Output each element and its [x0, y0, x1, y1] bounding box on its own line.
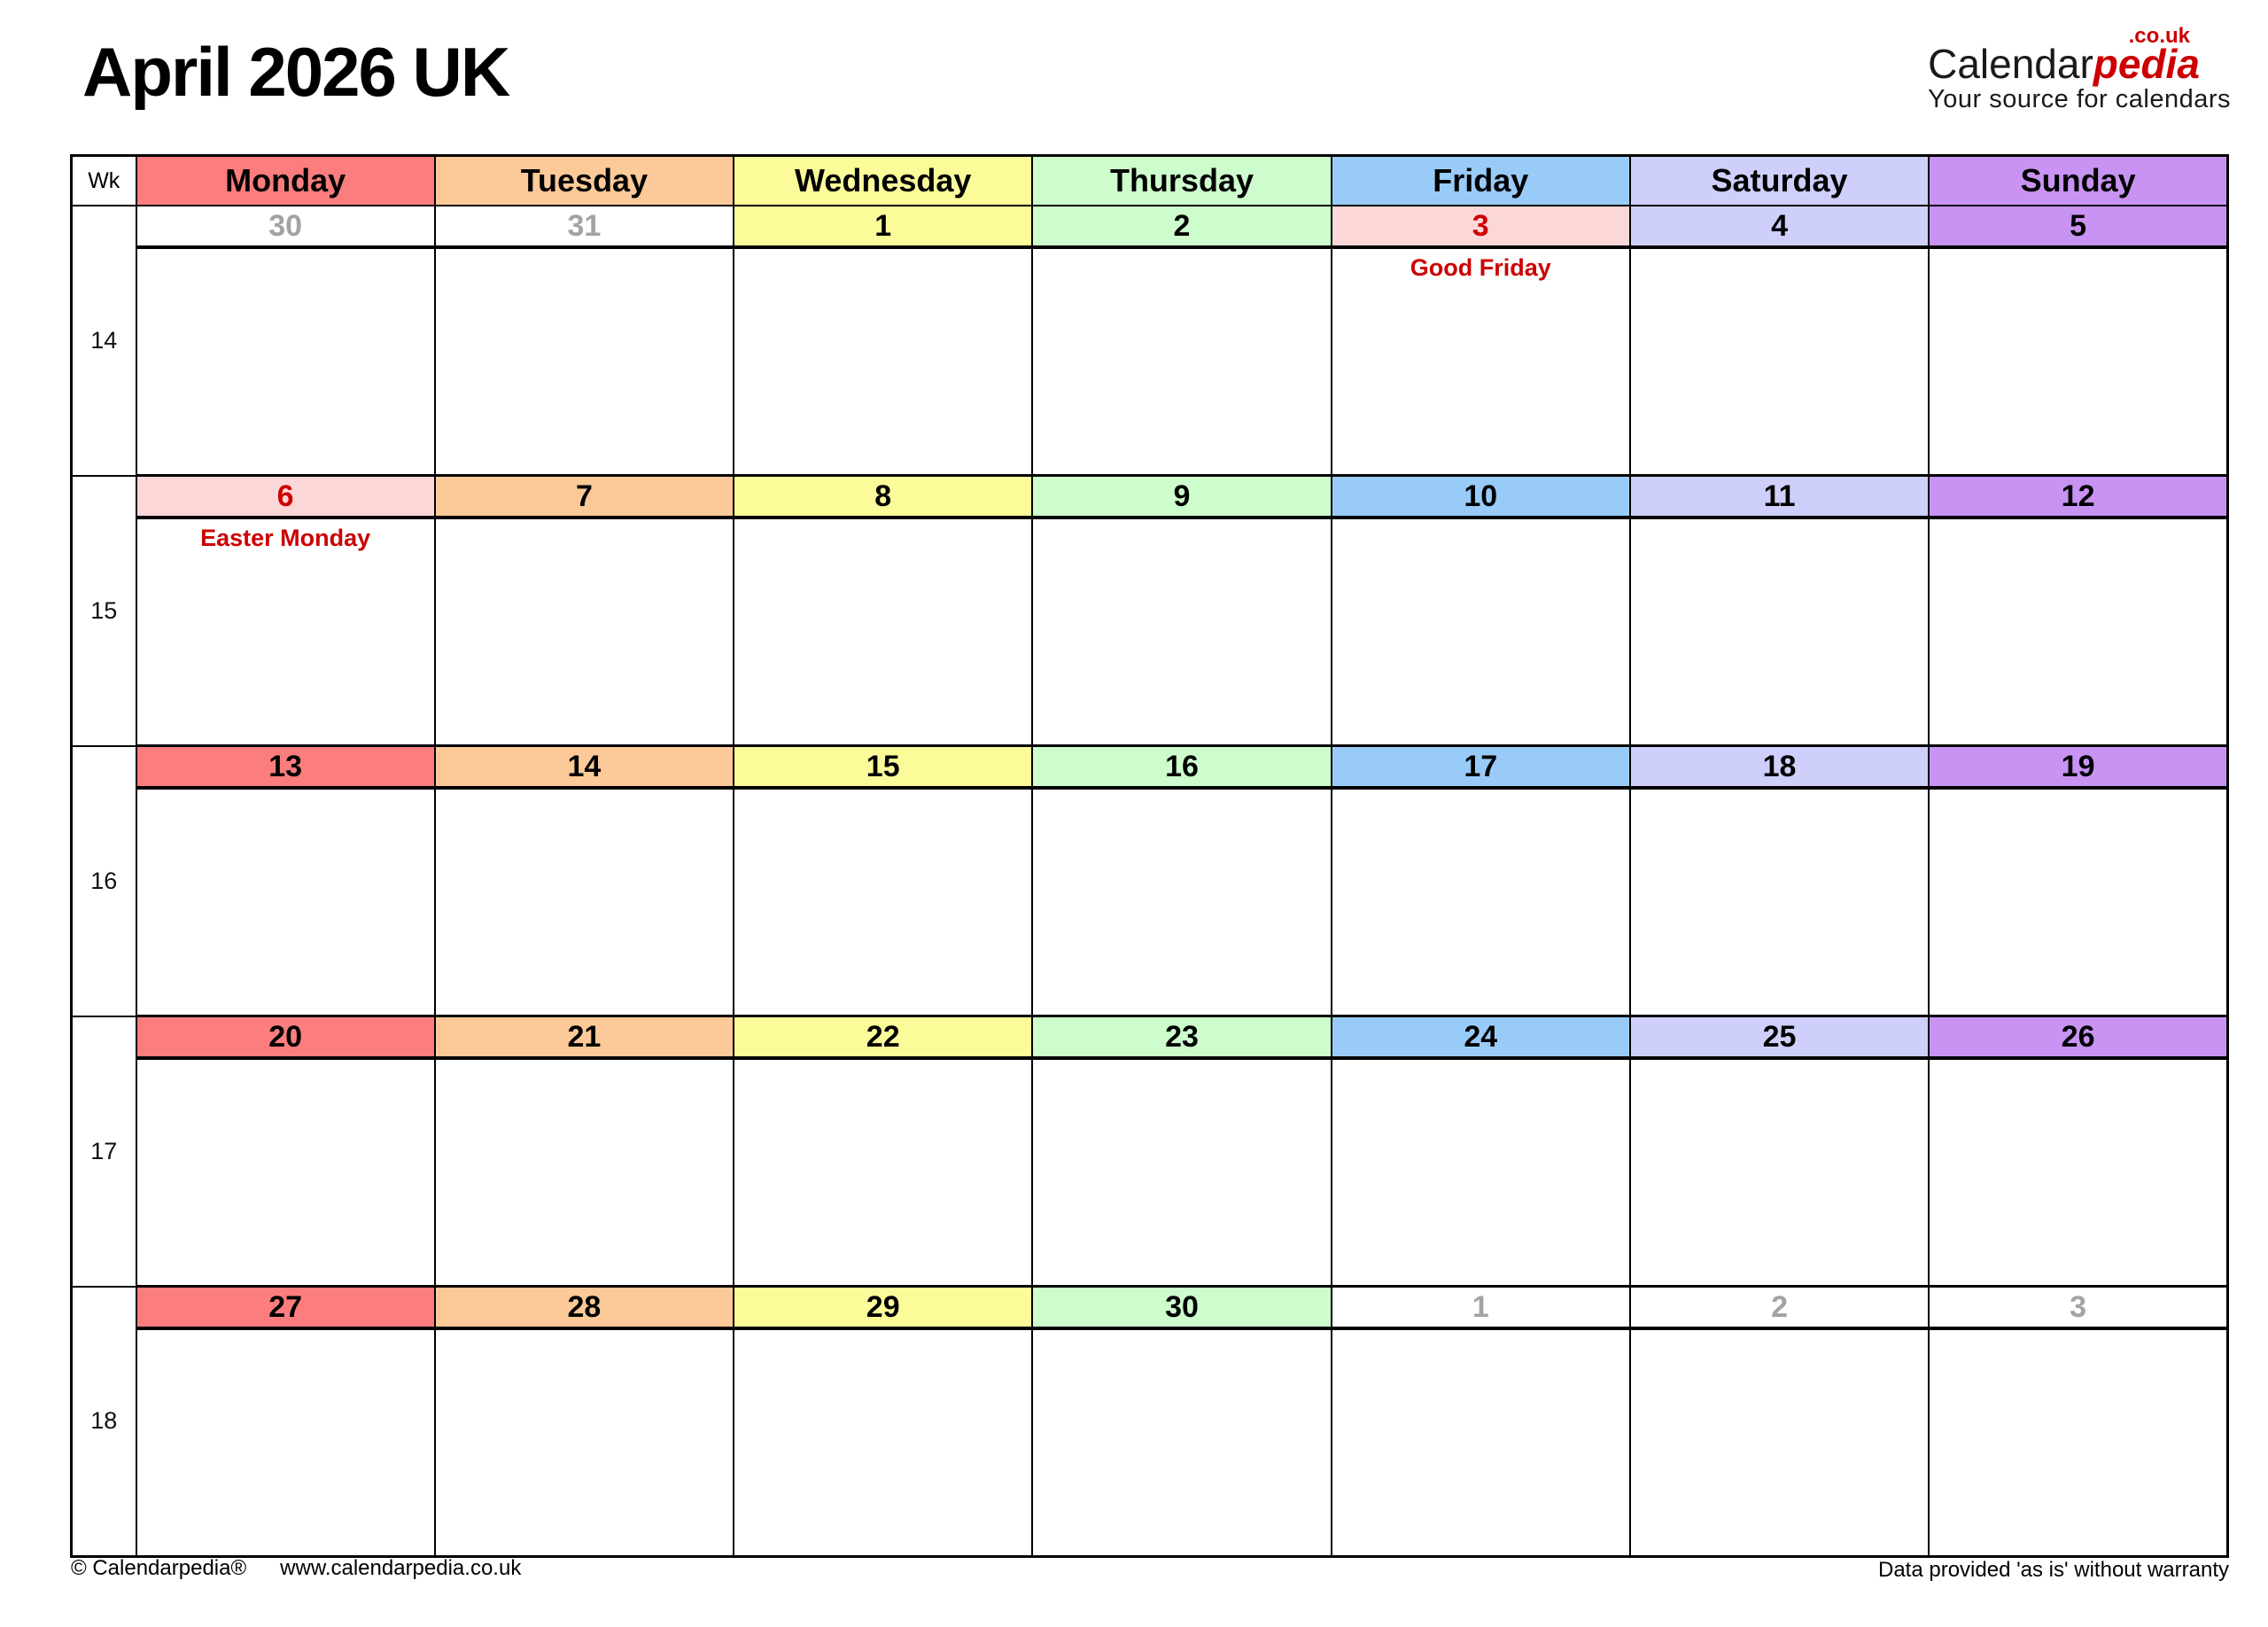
date-cell: 8 — [734, 476, 1032, 518]
holiday-label — [1033, 1060, 1330, 1066]
holiday-label — [436, 249, 733, 255]
holiday-label — [1631, 249, 1928, 255]
day-notes-cell — [1929, 247, 2227, 476]
date-cell: 14 — [435, 746, 734, 789]
holiday-label — [1631, 790, 1928, 796]
week-number: 16 — [72, 746, 136, 1016]
day-notes-cell — [1332, 247, 1630, 476]
week-18-notes-row — [72, 1328, 2228, 1557]
date-cell: 3 — [1332, 206, 1630, 247]
day-notes-cell — [1032, 1328, 1331, 1557]
day-notes-cell — [1332, 1058, 1630, 1287]
date-cell: 2 — [1630, 1287, 1929, 1329]
day-notes-cell — [435, 788, 734, 1016]
page-title: April 2026 UK — [82, 33, 509, 111]
holiday-label — [436, 1060, 733, 1066]
holiday-label — [1930, 1330, 2226, 1336]
header-monday: Monday — [136, 156, 435, 206]
holiday-label — [1930, 249, 2226, 255]
day-notes-cell — [136, 1328, 435, 1557]
holiday-label — [1631, 519, 1928, 525]
date-cell: 16 — [1032, 746, 1331, 789]
header-wednesday: Wednesday — [734, 156, 1032, 206]
footer-copyright — [71, 1556, 521, 1581]
day-notes-cell — [435, 1058, 734, 1287]
logo-text-pedia: pedia — [2093, 41, 2200, 87]
holiday-label — [1930, 790, 2226, 796]
day-notes-cell — [1929, 788, 2227, 1016]
holiday-label — [137, 1330, 434, 1336]
holiday-label — [1033, 519, 1330, 525]
holiday-label — [436, 790, 733, 796]
day-notes-cell — [734, 247, 1032, 476]
footer-disclaimer: Data provided 'as is' without warranty — [1877, 1558, 2229, 1582]
week-14-date-row — [72, 206, 2228, 247]
week-14-notes-row — [72, 247, 2228, 476]
week-18-date-row — [72, 1287, 2228, 1329]
date-cell: 13 — [136, 746, 435, 789]
date-cell: 2 — [1032, 206, 1331, 247]
date-cell: 4 — [1630, 206, 1929, 247]
day-notes-cell — [1032, 788, 1331, 1016]
date-cell: 19 — [1929, 746, 2227, 789]
date-cell: 26 — [1929, 1016, 2227, 1059]
day-notes-cell — [136, 1058, 435, 1287]
date-cell: 18 — [1630, 746, 1929, 789]
week-15-date-row — [72, 476, 2228, 518]
calendarpedia-logo — [1928, 24, 2231, 114]
holiday-label — [436, 519, 733, 525]
holiday-label — [137, 249, 434, 255]
logo-text-calendar: Calendar — [1928, 41, 2093, 87]
date-cell: 12 — [1929, 476, 2227, 518]
day-notes-cell — [136, 518, 435, 746]
header-tuesday: Tuesday — [435, 156, 734, 206]
holiday-label: Good Friday — [1410, 254, 1551, 281]
holiday-label — [1631, 1060, 1928, 1066]
date-cell: 31 — [435, 206, 734, 247]
date-cell: 3 — [1929, 1287, 2227, 1329]
header-sunday: Sunday — [1929, 156, 2227, 206]
holiday-label — [137, 1060, 434, 1066]
day-notes-cell — [435, 518, 734, 746]
logo-text-couk: .co.uk — [2128, 24, 2190, 48]
header-saturday: Saturday — [1630, 156, 1929, 206]
day-notes-cell — [1032, 518, 1331, 746]
header-thursday: Thursday — [1032, 156, 1331, 206]
week-15-notes-row — [72, 518, 2228, 746]
day-notes-cell — [136, 247, 435, 476]
date-cell: 28 — [435, 1287, 734, 1329]
week-number: 18 — [72, 1287, 136, 1557]
day-notes-cell — [435, 247, 734, 476]
holiday-label — [1033, 249, 1330, 255]
week-17-date-row — [72, 1016, 2228, 1059]
holiday-label — [1332, 1330, 1629, 1336]
day-notes-cell — [1630, 247, 1929, 476]
date-cell: 21 — [435, 1016, 734, 1059]
date-cell: 20 — [136, 1016, 435, 1059]
holiday-label — [734, 249, 1031, 255]
date-cell: 1 — [1332, 1287, 1630, 1329]
day-notes-cell — [734, 1058, 1032, 1287]
date-cell: 11 — [1630, 476, 1929, 518]
day-notes-cell — [435, 1328, 734, 1557]
holiday-label — [436, 1330, 733, 1336]
date-cell: 30 — [1032, 1287, 1331, 1329]
holiday-label — [137, 790, 434, 796]
date-cell: 30 — [136, 206, 435, 247]
week-number: 17 — [72, 1016, 136, 1287]
holiday-label — [1332, 519, 1629, 525]
holiday-label — [1033, 1330, 1330, 1336]
holiday-label — [1332, 1060, 1629, 1066]
holiday-label — [1930, 519, 2226, 525]
date-cell: 29 — [734, 1287, 1032, 1329]
date-cell: 5 — [1929, 206, 2227, 247]
copyright-text: © Calendarpedia® — [71, 1556, 247, 1580]
date-cell: 27 — [136, 1287, 435, 1329]
date-cell: 25 — [1630, 1016, 1929, 1059]
day-notes-cell — [734, 1328, 1032, 1557]
date-cell: 1 — [734, 206, 1032, 247]
week-number: 14 — [72, 206, 136, 476]
day-notes-cell — [1929, 1328, 2227, 1557]
day-notes-cell — [1929, 518, 2227, 746]
day-notes-cell — [1630, 1058, 1929, 1287]
date-cell: 9 — [1032, 476, 1331, 518]
date-cell: 6 — [136, 476, 435, 518]
date-cell: 23 — [1032, 1016, 1331, 1059]
day-notes-cell — [1630, 518, 1929, 746]
day-notes-cell — [1929, 1058, 2227, 1287]
holiday-label — [1631, 1330, 1928, 1336]
logo-tagline: Your source for calendars — [1928, 85, 2231, 114]
week-number: 15 — [72, 476, 136, 746]
logo-wordmark — [1928, 24, 2231, 87]
holiday-label — [734, 1330, 1031, 1336]
week-column-header: Wk — [72, 156, 136, 206]
day-notes-cell — [1630, 788, 1929, 1016]
footer-url: www.calendarpedia.co.uk — [280, 1556, 522, 1580]
holiday-label — [734, 519, 1031, 525]
day-notes-cell — [1032, 1058, 1331, 1287]
date-cell: 22 — [734, 1016, 1032, 1059]
week-16-date-row — [72, 746, 2228, 789]
week-17-notes-row — [72, 1058, 2228, 1287]
holiday-label — [734, 1060, 1031, 1066]
holiday-label — [1033, 790, 1330, 796]
day-notes-cell — [136, 788, 435, 1016]
date-cell: 24 — [1332, 1016, 1630, 1059]
day-notes-cell — [1332, 518, 1630, 746]
holiday-label — [1930, 1060, 2226, 1066]
day-notes-cell — [1630, 1328, 1929, 1557]
holiday-label — [1332, 790, 1629, 796]
calendar-grid — [70, 154, 2229, 1558]
holiday-label: Easter Monday — [200, 525, 371, 551]
date-cell: 15 — [734, 746, 1032, 789]
day-notes-cell — [734, 518, 1032, 746]
day-notes-cell — [1032, 247, 1331, 476]
day-notes-cell — [1332, 788, 1630, 1016]
header-friday: Friday — [1332, 156, 1630, 206]
date-cell: 17 — [1332, 746, 1630, 789]
holiday-label — [734, 790, 1031, 796]
day-notes-cell — [1332, 1328, 1630, 1557]
day-notes-cell — [734, 788, 1032, 1016]
date-cell: 10 — [1332, 476, 1630, 518]
date-cell: 7 — [435, 476, 734, 518]
day-of-week-header-row — [72, 156, 2228, 206]
week-16-notes-row — [72, 788, 2228, 1016]
